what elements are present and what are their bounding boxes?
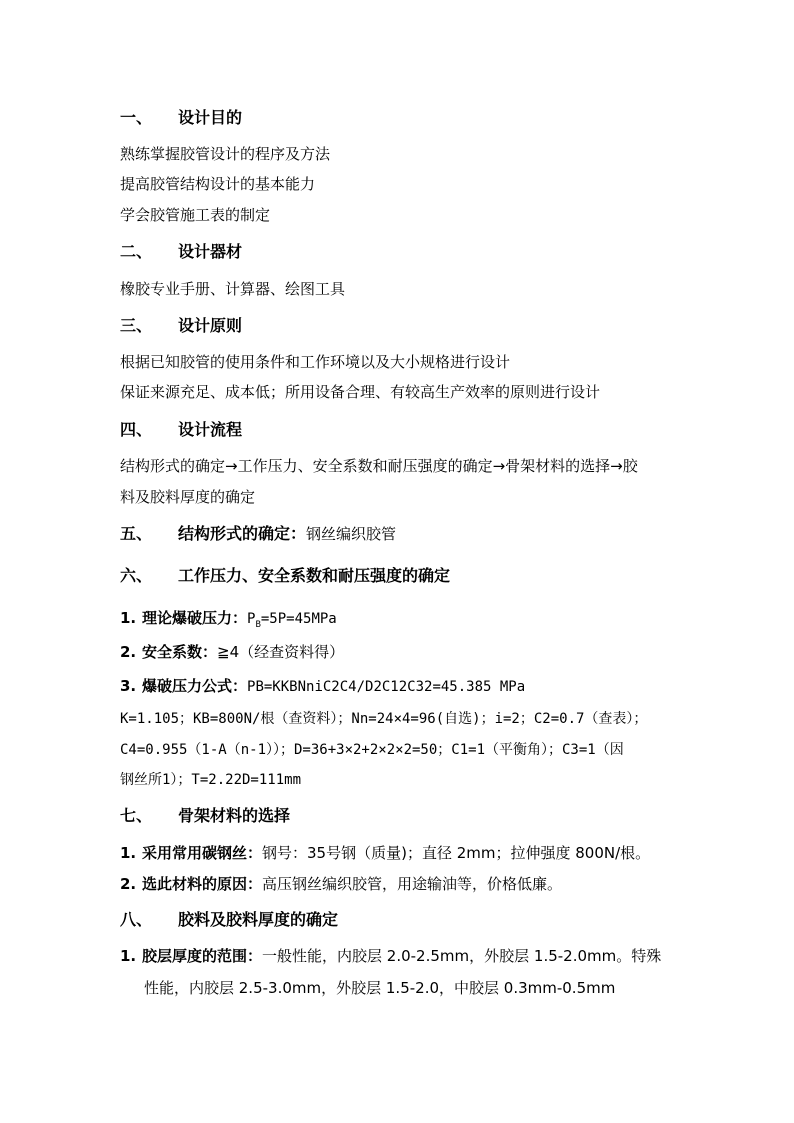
item-text-continued: 性能，内胶层 2.5-3.0mm，外胶层 1.5-2.0，中胶层 0.3mm-0.5mm bbox=[144, 979, 616, 997]
section-title: 结构形式的确定： bbox=[178, 524, 307, 543]
formula-p: P bbox=[247, 611, 256, 627]
item-number: 2. bbox=[120, 643, 137, 661]
item-text: 高压钢丝编织胶管，用途输油等，价格低廉。 bbox=[262, 875, 563, 893]
section-heading-7 bbox=[120, 806, 290, 826]
text-line: 料及胶料厚度的确定 bbox=[120, 488, 256, 506]
item-label: 爆破压力公式： bbox=[142, 677, 248, 695]
section-title: 设计原则 bbox=[178, 316, 243, 335]
section-number: 二、 bbox=[120, 242, 153, 261]
list-item bbox=[120, 642, 344, 662]
item-label: 安全系数： bbox=[142, 643, 218, 661]
section-heading-4 bbox=[120, 420, 242, 440]
section-title: 胶料及胶料厚度的确定 bbox=[178, 910, 339, 929]
section-heading-2 bbox=[120, 242, 242, 262]
formula-rest: =5P=45MPa bbox=[260, 611, 337, 627]
section-title: 设计器材 bbox=[178, 242, 243, 261]
section-heading-8 bbox=[120, 910, 338, 930]
section-heading-1 bbox=[120, 108, 242, 128]
item-label: 采用常用碳钢丝： bbox=[142, 844, 263, 862]
list-item bbox=[120, 676, 525, 697]
text-line: 保证来源充足、成本低；所用设备合理、有较高生产效率的原则进行设计 bbox=[120, 383, 601, 401]
section-number: 七、 bbox=[120, 806, 153, 825]
text-line: 熟练掌握胶管设计的程序及方法 bbox=[120, 145, 331, 163]
section-number: 五、 bbox=[120, 524, 153, 543]
section-number: 一、 bbox=[120, 108, 153, 127]
list-item bbox=[120, 608, 337, 629]
item-number: 1. bbox=[120, 609, 137, 627]
section-number: 四、 bbox=[120, 420, 153, 439]
list-item bbox=[120, 874, 562, 894]
param-line: 钢丝所1）；T=2.22D=111mm bbox=[120, 772, 302, 788]
text-line: 学会胶管施工表的制定 bbox=[120, 206, 271, 224]
section-heading-3 bbox=[120, 316, 242, 336]
section-title: 骨架材料的选择 bbox=[178, 806, 291, 825]
text-line: 根据已知胶管的使用条件和工作环境以及大小规格进行设计 bbox=[120, 353, 511, 371]
section-title: 设计流程 bbox=[178, 420, 243, 439]
item-text: 一般性能，内胶层 2.0-2.5mm，外胶层 1.5-2.0mm。特殊 bbox=[262, 947, 662, 965]
item-text: ≧4（经查资料得） bbox=[217, 643, 345, 661]
item-label: 理论爆破压力： bbox=[142, 609, 248, 627]
item-number: 1. bbox=[120, 844, 137, 862]
section-number: 六、 bbox=[120, 566, 153, 585]
list-item bbox=[120, 946, 661, 966]
section-number: 八、 bbox=[120, 910, 153, 929]
item-label: 胶层厚度的范围： bbox=[142, 947, 263, 965]
section-number: 三、 bbox=[120, 316, 153, 335]
text-line: 橡胶专业手册、计算器、绘图工具 bbox=[120, 280, 346, 298]
item-number: 1. bbox=[120, 947, 137, 965]
text-line: 结构形式的确定→工作压力、安全系数和耐压强度的确定→骨架材料的选择→胶 bbox=[120, 457, 638, 475]
section-heading-6 bbox=[120, 566, 450, 586]
item-text: 钢号：35号钢（质量)；直径 2mm；拉伸强度 800N/根。 bbox=[262, 844, 651, 862]
param-line: K=1.105；KB=800N/根（查资料）；Nn=24×4=96(自选)；i=2；C2=0.7（查表）； bbox=[120, 711, 648, 727]
item-label: 选此材料的原因： bbox=[142, 875, 263, 893]
section-title: 设计目的 bbox=[178, 108, 243, 127]
section-heading-5 bbox=[120, 524, 396, 544]
formula-sub: B bbox=[255, 619, 261, 630]
item-number: 2. bbox=[120, 875, 137, 893]
section-value: 钢丝编织胶管 bbox=[306, 525, 397, 543]
item-number: 3. bbox=[120, 677, 137, 695]
list-item bbox=[120, 843, 650, 863]
text-line: 提高胶管结构设计的基本能力 bbox=[120, 175, 316, 193]
formula: PB=KKBNniC2C4/D2C12C32=45.385 MPa bbox=[247, 679, 526, 695]
param-line: C4=0.955（1-A（n-1））；D=36+3×2+2×2×2=50；C1=1（平衡角）；C3=1（因 bbox=[120, 742, 624, 758]
section-title: 工作压力、安全系数和耐压强度的确定 bbox=[178, 566, 451, 585]
